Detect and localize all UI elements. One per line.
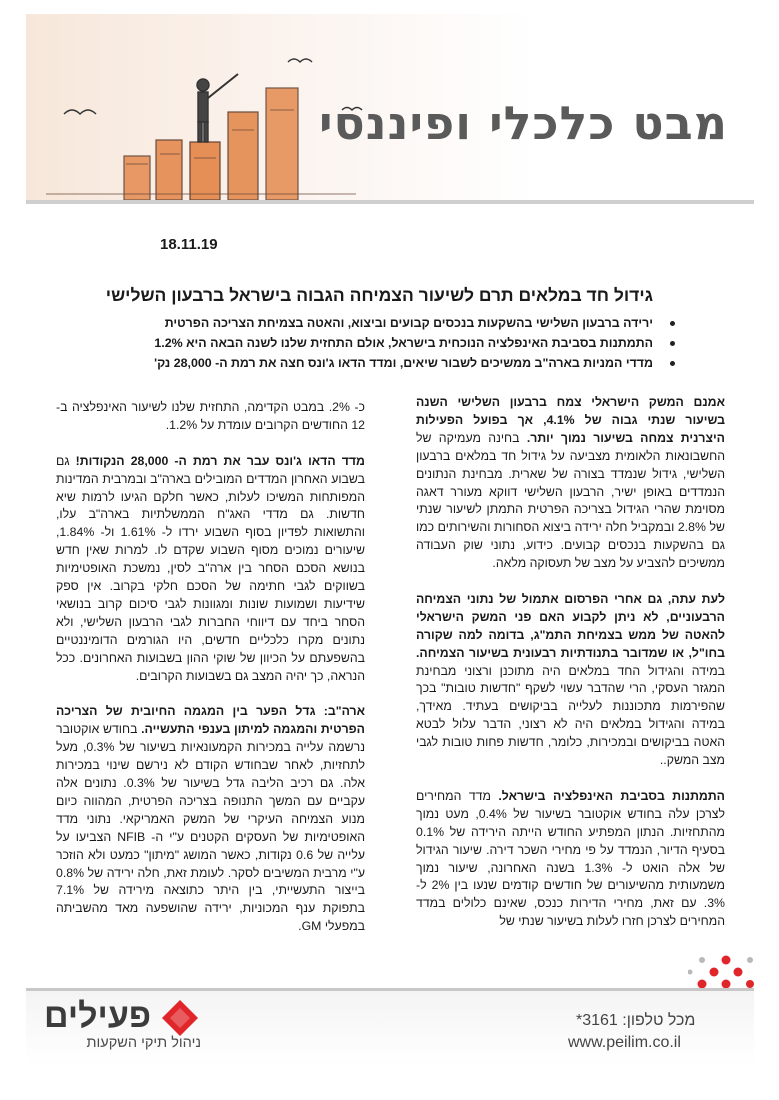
paragraph: לעת עתה, גם אחרי הפרסום אתמול של נתוני הצמיחה הרבעוניים, לא ניתן לקבוע האם פני המשק הישראלי להאטה של ממש בצמיחת התמ"ג, בדומה למה שקורה בחו"ל, או שמדובר בתנודתיות רבעונית בשיעור הצמיחה. במידה והגידול החד במלאים היה מתוכנן ורצוני מבחינת המגזר העסקי, הרי שהדבר עשוי לשקף "חדשות טובות" בכך שהפירמות מתכוננות לעלייה בביקושים בעתיד. מאידך, במידה והגידול במלאים היה לא רצוני, הדבר עלול לבטא האטה בביקושים ובמכירות, כלומר, חדשות פחות טובות לגבי מצב המשק.. — [416, 591, 725, 768]
report-date: 18.11.19 — [160, 236, 218, 253]
paragraph: אמנם המשק הישראלי צמח ברבעון השלישי השנה בשיעור שנתי גבוה של 4.1%, אך בפועל הפעילות היצרנית צמחה בשיעור נמוך יותר. בחינה מעמיקה של החשבונאות הלאומית מצביעה על גידול חד במלאים ברבעון השלישי, גידול שנמדד בצורה של שארית. מבחינת הנתונים הנמדדים באופן ישיר, הרבעון השלישי דווקא מעורר דאגה מסוימת שהרי הגידול בצריכה הפרטית התמתן לשיעור שנתי של 2.8% ובמקביל חלה ירידה ביצוא הסחורות והשירותים כמו גם בהשקעות בנכסים קבועים. כידוע, נתוני שוק העבודה ממשיכים להצביע על מצב של תעסוקה מלאה. — [416, 395, 725, 571]
summary-bullet: ירידה ברבעון השלישי בהשקעות בנכסים קבועים וביצוא, והאטה בצמיחת הצריכה הפרטית — [95, 313, 675, 333]
summary-bullets — [95, 313, 675, 373]
header-title: מבט כלכלי ופיננסי — [318, 96, 728, 150]
website-link[interactable]: www.peilim.co.il — [568, 1034, 681, 1051]
header-banner — [26, 14, 754, 204]
bullet-dot-icon — [670, 341, 675, 346]
body-column-right — [416, 394, 725, 949]
paragraph: התמתנות בסביבת האינפלציה בישראל. מדד המחירים לצרכן עלה בחודש אוקטובר בשיעור של 0.4%, מעט נמוך מהתחזיות. הנתון המפתיע החודש הייתה הירידה של 0.1% בסעיף הדיור, הנמדד על פי מחירי השכר דירה. שיעור הגידול של אלה הואט ל- 1.3% בשנה האחרונה, שיעור נמוך משמעותית מהשיעורים של חודשים קודמים שנעו בין 2% ל- 3%. עם זאת, מחירי הדירות כנכס, שאינם כלולים במדד המחירים לצרכן חזרו לעלות בשיעור שנתי של — [416, 788, 725, 929]
paragraph: כ- 2%. במבט הקדימה, התחזית שלנו לשיעור האינפלציה ב- 12 החודשים הקרובים עומדת על 1.2%. — [56, 400, 365, 432]
summary-bullet: התמתנות בסביבת האינפלציה הנוכחית בישראל, אולם התחזית שלנו לשנה הבאה היא 1.2% — [95, 333, 675, 353]
logo-name: פעילים — [44, 997, 151, 1035]
company-logo — [35, 995, 205, 1055]
logo-tagline: ניהול תיקי השקעות — [86, 1035, 201, 1051]
report-headline: גידול חד במלאים תרם לשיעור הצמיחה הגבוה בישראל ברבעון השלישי — [105, 285, 653, 305]
bullet-dot-icon — [670, 361, 675, 366]
contact-phone: מכל טלפון: 3161* — [576, 1012, 696, 1029]
bullet-dot-icon — [670, 321, 675, 326]
logo-diamond-icon — [161, 999, 199, 1037]
paragraph: ארה"ב: גדל הפער בין המגמה החיובית של הצריכה הפרטית והמגמה למיתון בענפי התעשייה. בחודש אוקטובר נרשמה עלייה במכירות הקמעונאיות בשיעור של 0.3%, מעל לתחזיות, לאחר שבחודש הקודם לא נירשם שינוי במכירות אלה. גם רכיב הליבה גדל בשיעור של 0.3%. נתונים אלה עקביים עם המשך התנופה בצריכה הפרטית, המהווה כיום מנוע הצמיחה העיקרי של המשק האמריקאי. נתוני מדד האופטימיות של העסקים הקטנים ע"י ה- NFIB הצביעו על עלייה של 0.6 נקודות, כאשר המושג "מיתון" כמעט ולא הוזכר ע"י מרבית המשיבים לסקר. לעומת זאת, חלה ירידה של 0.8% בייצור התעשייתי, בין היתר כתוצאה מירידה של 7.1% בתפוקת ענף המכוניות, ירידה שהושפעה מאד מהשביתה במפעלי GM. — [56, 704, 365, 934]
body-column-left — [56, 399, 365, 954]
paragraph: מדד הדאו ג'ונס עבר את רמת ה- 28,000 הנקודות! גם בשבוע האחרון המדדים המובילים בארה"ב ובמרבית המדינות המפותחות המשיכו לעלות, כאשר חלקם הגיעו לרמות שיא חדשות. גם מדדי האג"ח הממשלתיות בארה"ב עלו, והתשואות לפדיון בסוף השבוע ירדו ל- 1.61% ול- 1.84%, שיעורים נמוכים מסוף השבוע שקדם לו. למרות שאין חדש בנושא הסכם הסחר בין ארה"ב לסין, נמשכת האופטימיות בשווקים לגבי חתימה של הסכם חלקי בקרוב. אין ספק שידיעות ושמועות שונות ומגוונות לגבי סיכום קרוב בנושאי הסחר ביחד עם דיווחי החברות לגבי הרבעון השלישי, ולא נתונים מקרו כלכליים חדשים, היו הגורמים הדומיננטיים בהשפעתם על הכיוון של שוקי ההון בשבועות האחרונים. ככל הנראה, כך יהיה המצב גם בשבועות הקרובים. — [56, 453, 365, 683]
summary-bullet: מדדי המניות בארה"ב ממשיכים לשבור שיאים, ומדד הדאו ג'ונס חצה את רמת ה- 28,000 נק' — [95, 353, 675, 373]
